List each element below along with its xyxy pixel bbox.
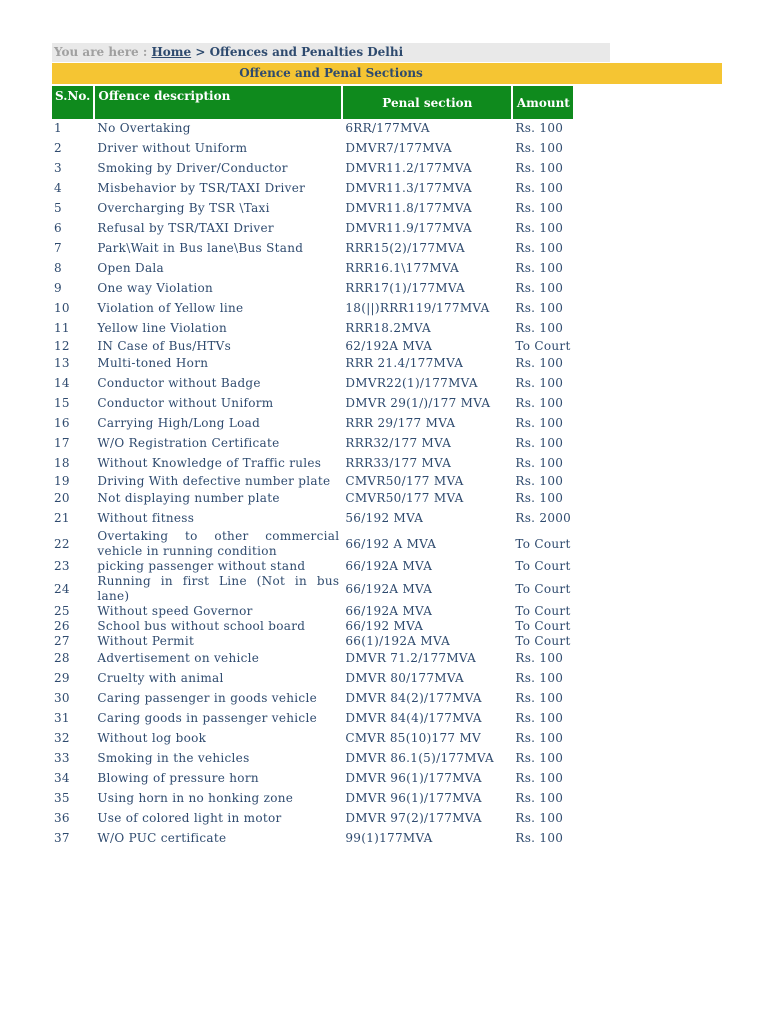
row-amount: Rs. 100 [515,241,564,255]
row-description: Without Knowledge of Traffic rules [97,456,322,470]
section-title: Offence and Penal Sections [239,66,423,80]
row-amount: To Court [515,339,571,353]
table-row [52,649,573,669]
row-description: Smoking in the vehicles [97,751,250,765]
row-description: Blowing of pressure horn [97,771,259,785]
row-sno: 16 [54,416,70,430]
header-description: Offence description [95,86,341,119]
row-description: Advertisement on vehicle [97,651,260,665]
row-penal-section: 66/192A MVA [345,559,433,573]
row-sno: 32 [54,731,70,745]
row-sno: 13 [54,356,70,370]
row-sno: 7 [54,241,62,255]
row-penal-section: DMVR11.3/177MVA [345,181,472,195]
table-row [52,319,573,339]
row-sno: 35 [54,791,70,805]
row-penal-section: DMVR7/177MVA [345,141,452,155]
row-description: W/O Registration Certificate [97,436,280,450]
row-penal-section: RRR18.2MVA [345,321,431,335]
offences-table-body [52,119,573,849]
row-sno: 3 [54,161,62,175]
row-amount: Rs. 100 [515,141,564,155]
row-amount: Rs. 100 [515,321,564,335]
row-sno: 17 [54,436,70,450]
table-row [52,259,573,279]
row-amount: Rs. 100 [515,416,564,430]
table-row [52,374,573,394]
row-description: Caring passenger in goods vehicle [97,691,317,705]
row-description: School bus without school board [97,619,306,633]
row-sno: 10 [54,301,70,315]
row-sno: 29 [54,671,70,685]
row-sno: 34 [54,771,70,785]
table-row [52,559,573,574]
row-penal-section: DMVR11.9/177MVA [345,221,472,235]
table-row [52,414,573,434]
row-amount: Rs. 100 [515,221,564,235]
breadcrumb-home-link[interactable]: Home [151,45,192,59]
table-row [52,299,573,319]
row-penal-section: DMVR 97(2)/177MVA [345,811,482,825]
row-description: One way Violation [97,281,214,295]
table-header-row [52,86,573,119]
row-sno: 21 [54,511,70,525]
row-amount: Rs. 100 [515,181,564,195]
header-penal-section: Penal section [343,86,511,119]
row-sno: 20 [54,491,70,505]
row-amount: Rs. 100 [515,301,564,315]
row-sno: 14 [54,376,70,390]
row-amount: To Court [515,619,571,633]
row-sno: 30 [54,691,70,705]
table-row [52,574,573,604]
row-sno: 4 [54,181,62,195]
row-penal-section: 99(1)177MVA [345,831,433,845]
table-row [52,729,573,749]
row-penal-section: RRR33/177 MVA [345,456,452,470]
row-penal-section: RRR17(1)/177MVA [345,281,465,295]
table-row [52,829,573,849]
row-amount: To Court [515,604,571,618]
row-description: Use of colored light in motor [97,811,282,825]
row-sno: 26 [54,619,70,633]
row-penal-section: RRR15(2)/177MVA [345,241,465,255]
row-penal-section: DMVR22(1)/177MVA [345,376,478,390]
row-amount: Rs. 100 [515,771,564,785]
row-description: IN Case of Bus/HTVs [97,339,232,353]
row-description: Park\Wait in Bus lane\Bus Stand [97,241,304,255]
row-penal-section: 18(||)RRR119/177MVA [345,301,490,315]
row-penal-section: 56/192 MVA [345,511,424,525]
table-row [52,179,573,199]
row-description: Overtaking to other commercial vehicle in running condition [97,529,340,558]
row-penal-section: DMVR 86.1(5)/177MVA [345,751,494,765]
breadcrumb-separator: > [195,45,206,59]
row-sno: 8 [54,261,62,275]
table-row [52,394,573,414]
row-description: Violation of Yellow line [97,301,244,315]
row-sno: 25 [54,604,70,618]
row-amount: Rs. 100 [515,651,564,665]
breadcrumb [52,43,610,62]
row-amount: Rs. 100 [515,161,564,175]
row-penal-section: CMVR50/177 MVA [345,474,464,488]
table-row [52,354,573,374]
table-row [52,789,573,809]
row-description: Yellow line Violation [97,321,228,335]
row-description: Smoking by Driver/Conductor [97,161,288,175]
row-penal-section: 6RR/177MVA [345,121,430,135]
row-penal-section: 66/192 MVA [345,619,424,633]
row-penal-section: RRR16.1\177MVA [345,261,460,275]
table-row [52,159,573,179]
row-sno: 15 [54,396,70,410]
row-penal-section: 62/192A MVA [345,339,433,353]
row-amount: Rs. 100 [515,731,564,745]
row-amount: To Court [515,559,571,573]
table-row [52,219,573,239]
row-amount: Rs. 100 [515,436,564,450]
row-description: Running in first Line (Not in bus lane) [97,574,340,603]
row-amount: Rs. 100 [515,356,564,370]
row-description: Conductor without Badge [97,376,261,390]
row-sno: 33 [54,751,70,765]
row-amount: Rs. 100 [515,121,564,135]
row-description: Without speed Governor [97,604,253,618]
row-description: Caring goods in passenger vehicle [97,711,317,725]
breadcrumb-prefix: You are here : [54,45,148,59]
row-amount: To Court [515,581,571,596]
row-penal-section: 66/192A MVA [345,604,433,618]
row-amount: Rs. 100 [515,671,564,685]
table-row [52,709,573,729]
table-row [52,199,573,219]
row-sno: 12 [54,339,70,353]
row-description: Multi-toned Horn [97,356,209,370]
row-amount: Rs. 100 [515,811,564,825]
breadcrumb-current: Offences and Penalties Delhi [209,45,404,59]
row-penal-section: DMVR11.2/177MVA [345,161,472,175]
row-amount: Rs. 100 [515,751,564,765]
table-row [52,669,573,689]
row-amount: Rs. 100 [515,691,564,705]
row-amount: Rs. 100 [515,491,564,505]
row-amount: To Court [515,634,571,648]
row-penal-section: DMVR 29(1/)/177 MVA [345,396,491,410]
row-penal-section: 66/192A MVA [345,581,433,596]
table-row [52,474,573,489]
row-penal-section: CMVR50/177 MVA [345,491,464,505]
row-penal-section: 66(1)/192A MVA [345,634,451,648]
row-sno: 37 [54,831,70,845]
row-amount: To Court [515,536,571,551]
row-sno: 2 [54,141,62,155]
row-sno: 5 [54,201,62,215]
row-description: Without log book [97,731,207,745]
row-amount: Rs. 2000 [515,511,572,525]
row-sno: 23 [54,559,70,573]
table-row [52,119,573,139]
row-penal-section: DMVR 96(1)/177MVA [345,771,482,785]
row-sno: 24 [54,581,70,596]
row-description: Using horn in no honking zone [97,791,294,805]
row-description: Cruelty with animal [97,671,224,685]
row-sno: 22 [54,536,70,551]
row-penal-section: DMVR11.8/177MVA [345,201,472,215]
row-sno: 9 [54,281,62,295]
table-row [52,529,573,559]
row-description: picking passenger without stand [97,559,306,573]
table-row [52,509,573,529]
row-penal-section: 66/192 A MVA [345,536,437,551]
row-sno: 18 [54,456,70,470]
table-row [52,454,573,474]
row-sno: 36 [54,811,70,825]
row-amount: Rs. 100 [515,831,564,845]
table-row [52,489,573,509]
section-title-bar [52,63,722,84]
row-sno: 27 [54,634,70,648]
row-amount: Rs. 100 [515,376,564,390]
row-amount: Rs. 100 [515,396,564,410]
row-sno: 6 [54,221,62,235]
row-amount: Rs. 100 [515,281,564,295]
row-description: Conductor without Uniform [97,396,274,410]
row-sno: 11 [54,321,70,335]
header-sno: S.No. [52,86,93,119]
row-penal-section: DMVR 84(4)/177MVA [345,711,482,725]
header-amount: Amount [513,86,573,119]
row-penal-section: CMVR 85(10)177 MV [345,731,482,745]
row-sno: 28 [54,651,70,665]
row-description: Refusal by TSR/TAXI Driver [97,221,274,235]
row-description: Carrying High/Long Load [97,416,261,430]
row-amount: Rs. 100 [515,474,564,488]
row-sno: 31 [54,711,70,725]
row-penal-section: RRR 21.4/177MVA [345,356,464,370]
table-row [52,434,573,454]
table-row [52,604,573,619]
table-row [52,239,573,259]
table-row [52,634,573,649]
row-penal-section: DMVR 84(2)/177MVA [345,691,482,705]
row-amount: Rs. 100 [515,711,564,725]
row-amount: Rs. 100 [515,791,564,805]
row-penal-section: DMVR 96(1)/177MVA [345,791,482,805]
table-row [52,769,573,789]
row-description: Not displaying number plate [97,491,280,505]
row-description: No Overtaking [97,121,191,135]
table-row [52,279,573,299]
row-description: Driving With defective number plate [97,474,331,488]
row-penal-section: RRR32/177 MVA [345,436,452,450]
offences-table [50,86,575,849]
row-description: Overcharging By TSR \Taxi [97,201,270,215]
row-penal-section: DMVR 71.2/177MVA [345,651,477,665]
table-row [52,689,573,709]
row-sno: 19 [54,474,70,488]
table-row [52,339,573,354]
row-penal-section: DMVR 80/177MVA [345,671,465,685]
table-row [52,809,573,829]
row-description: Open Dala [97,261,164,275]
row-amount: Rs. 100 [515,261,564,275]
table-row [52,619,573,634]
row-amount: Rs. 100 [515,456,564,470]
row-description: Misbehavior by TSR/TAXI Driver [97,181,306,195]
row-description: W/O PUC certificate [97,831,227,845]
row-sno: 1 [54,121,62,135]
row-description: Driver without Uniform [97,141,248,155]
row-amount: Rs. 100 [515,201,564,215]
row-description: Without Permit [97,634,195,648]
row-penal-section: RRR 29/177 MVA [345,416,456,430]
table-row [52,139,573,159]
row-description: Without fitness [97,511,195,525]
table-row [52,749,573,769]
